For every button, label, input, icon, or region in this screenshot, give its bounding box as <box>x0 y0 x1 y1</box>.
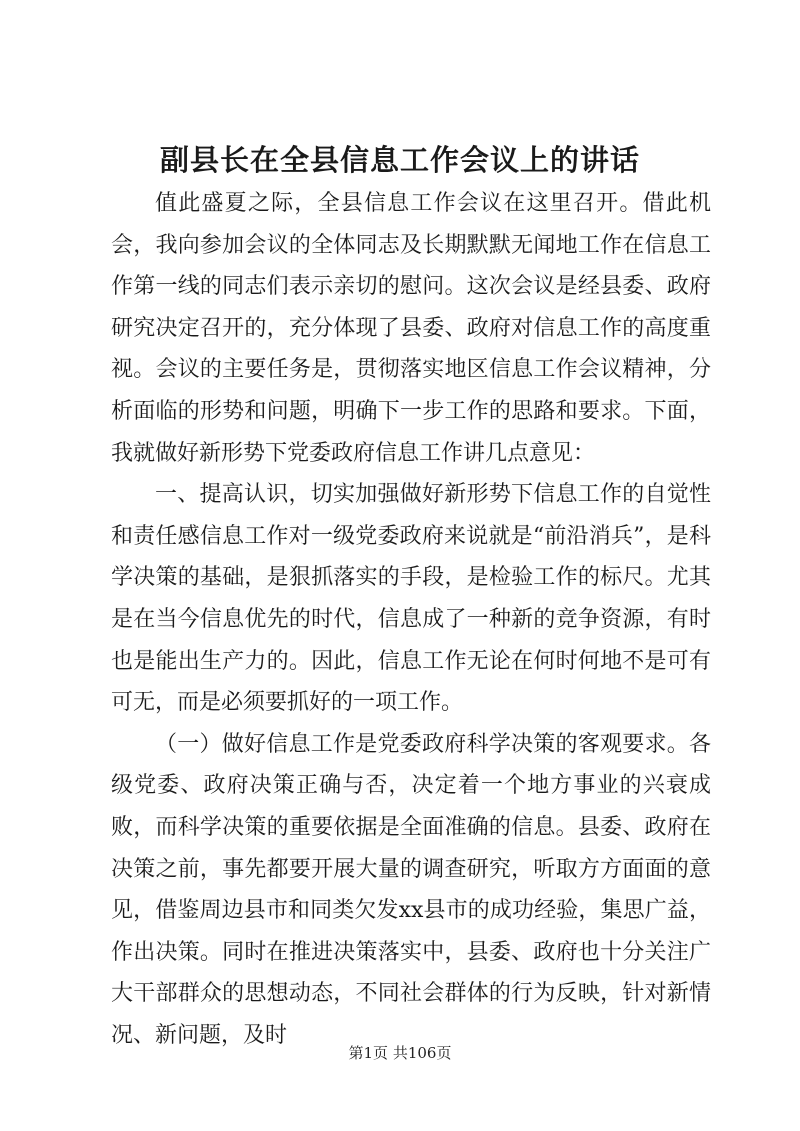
paragraph-intro: 值此盛夏之际，全县信息工作会议在这里召开。借此机会，我向参加会议的全体同志及长期默默无闻地工作在信息工作第一线的同志们表示亲切的慰问。这次会议是经县委、政府研究决定召开的，充分体现了县委、政府对信息工作的高度重视。会议的主要任务是，贯彻落实地区信息工作会议精神，分析面临的形势和问题，明确下一步工作的思路和要求。下面，我就做好新形势下党委政府信息工作讲几点意见： <box>111 191 711 466</box>
paragraph-section-one: 一、提高认识，切实加强做好新形势下信息工作的自觉性和责任感信息工作对一级党委政府来说就是“前沿消兵”，是科学决策的基础，是狠抓落实的手段，是检验工作的标尺。尤其是在当今信息优先的时代，信息成了一种新的竞争资源，有时也是能出生产力的。因此，信息工作无论在何时何地不是可有可无，而是必须要抓好的一项工作。 <box>111 482 711 716</box>
document-body <box>111 183 711 1056</box>
page-number-footer: 第1页 共106页 <box>348 1044 452 1062</box>
document-title: 副县长在全县信息工作会议上的讲话 <box>159 143 640 177</box>
paragraph-subsection-one: （一）做好信息工作是党委政府科学决策的客观要求。各级党委、政府决策正确与否，决定着一个地方事业的兴衰成败，而科学决策的重要依据是全面准确的信息。县委、政府在决策之前，事先都要开展大量的调查研究，听取方方面面的意见，借鉴周边县市和同类欠发xx县市的成功经验，集思广益，作出决策。同时在推进决策落实中，县委、政府也十分关注广大干部群众的思想动态，不同社会群体的行为反映，针对新情况、新问题，及时 <box>111 731 711 1048</box>
